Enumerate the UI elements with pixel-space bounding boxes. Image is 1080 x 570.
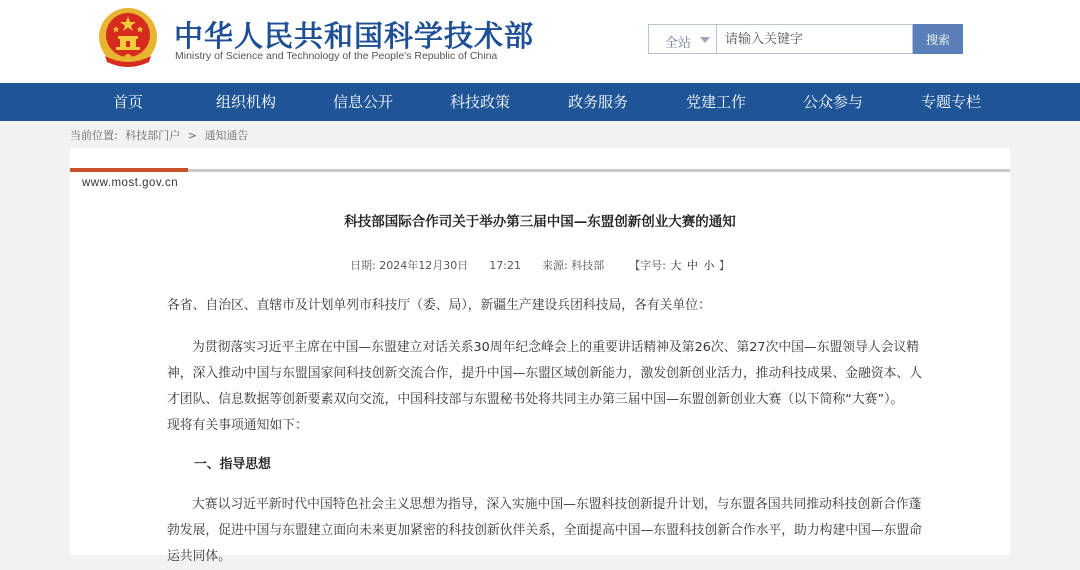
- paragraph-line: 才团队、信息数据等创新要素双向交流，中国科技部与东盟秘书处将共同主办第三届中国—东盟创新创业大赛（以下简称“大赛”）。: [167, 392, 904, 407]
- source-label: 来源:: [541, 259, 568, 272]
- paragraph-2: [167, 492, 923, 570]
- breadcrumb-link-portal[interactable]: 科技部门户: [125, 129, 181, 142]
- search-scope-select[interactable]: [648, 24, 717, 54]
- nav-item-services[interactable]: 政务服务: [567, 93, 628, 111]
- search-scope-label: 全站: [665, 36, 692, 51]
- main-nav: [0, 83, 1080, 121]
- article-meta: [70, 257, 1010, 273]
- font-size-large-button[interactable]: 大: [670, 259, 682, 272]
- divider: [70, 169, 1010, 172]
- salutation: 各省、自治区、直辖市及计划单列市科技厅（委、局），新疆生产建设兵团科技局，各有关单位：: [167, 298, 711, 313]
- nav-item-public-participation[interactable]: 公众参与: [802, 93, 863, 111]
- font-size-medium-button[interactable]: 中: [686, 259, 698, 272]
- article-card: [70, 148, 1010, 564]
- breadcrumb: [70, 127, 252, 143]
- breadcrumb-label: 当前位置:: [70, 129, 118, 142]
- chevron-down-icon: [700, 37, 710, 43]
- breadcrumb-separator: >: [187, 129, 197, 142]
- nav-item-special-topics[interactable]: 专题专栏: [920, 93, 981, 111]
- font-size-label: 【字号:: [629, 259, 666, 272]
- article-title: 科技部国际合作司关于举办第三届中国—东盟创新创业大赛的通知: [344, 214, 736, 230]
- accent-divider: [70, 168, 188, 172]
- search-input[interactable]: [717, 24, 913, 54]
- nav-item-party-building[interactable]: 党建工作: [685, 93, 746, 111]
- article-date: 2024年12月30日: [379, 259, 469, 272]
- font-size-close: 】: [718, 259, 730, 272]
- article-time: 17:21: [489, 259, 521, 272]
- section-heading: 一、指导思想: [194, 457, 271, 472]
- nav-item-policy[interactable]: 科技政策: [449, 93, 510, 111]
- national-emblem-icon[interactable]: [97, 6, 159, 70]
- paragraph-line: 运共同体。: [167, 549, 231, 564]
- paragraph-line: 大赛以习近平新时代中国特色社会主义思想为指导，深入实施中国—东盟科技创新提升计划，与东盟各国共同推动科技创新合作蓬: [192, 497, 922, 512]
- paragraph-line: 勃发展，促进中国与东盟建立面向未来更加紧密的科技创新伙伴关系，全面提高中国—东盟科技创新合作水平，助力构建中国—东盟命: [167, 523, 923, 538]
- site-title[interactable]: 中华人民共和国科学技术部: [174, 19, 535, 53]
- paragraph-line: 神，深入推动中国与东盟国家间科技创新交流合作，提升中国—东盟区域创新能力，激发创新创业活力，推动科技成果、金融资本、人: [167, 366, 923, 381]
- site-subtitle: Ministry of Science and Technology of the People's Republic of China: [175, 50, 498, 62]
- nav-item-home[interactable]: 首页: [112, 93, 143, 111]
- site-header: [0, 0, 1080, 83]
- article-source: 科技部: [571, 259, 605, 272]
- paragraph-line: 为贯彻落实习近平主席在中国—东盟建立对话关系30周年纪念峰会上的重要讲话精神及第26次、第27次中国—东盟领导人会议精: [192, 340, 920, 355]
- nav-item-info-disclosure[interactable]: 信息公开: [332, 93, 393, 111]
- paragraph-1: [167, 335, 923, 439]
- search-box: [648, 24, 963, 54]
- breadcrumb-link-notices[interactable]: 通知通告: [204, 129, 249, 142]
- font-size-small-button[interactable]: 小: [703, 259, 715, 272]
- nav-item-organization[interactable]: 组织机构: [215, 93, 276, 111]
- date-label: 日期:: [350, 259, 376, 272]
- paragraph-line: 现将有关事项通知如下：: [167, 418, 308, 433]
- search-button[interactable]: 搜索: [913, 24, 963, 54]
- site-domain: www.most.gov.cn: [82, 177, 179, 189]
